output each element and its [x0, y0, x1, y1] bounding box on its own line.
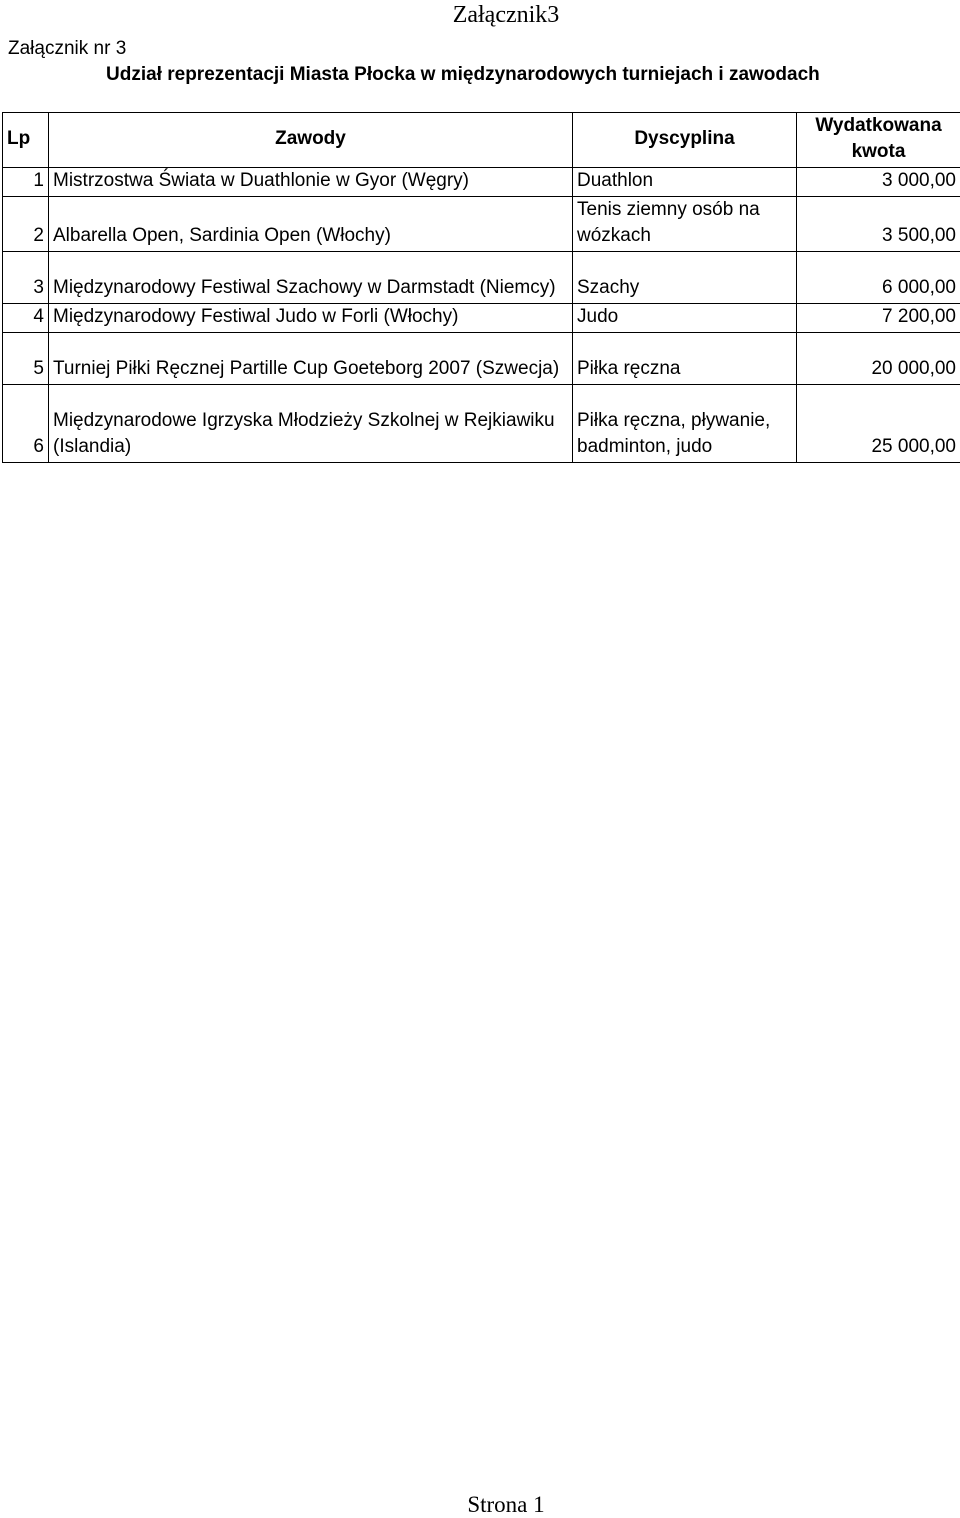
row-lp: 5: [3, 333, 49, 385]
row-lp: 3: [3, 252, 49, 304]
row-discipline: Piłka ręczna: [573, 333, 797, 385]
row-discipline: Szachy: [573, 252, 797, 304]
row-event: Turniej Piłki Ręcznej Partille Cup Goeteborg 2007 (Szwecja): [49, 333, 573, 385]
column-header-event: Zawody: [49, 113, 573, 168]
table-row: [3, 333, 960, 385]
row-discipline: Piłka ręczna, pływanie, badminton, judo: [573, 385, 797, 463]
table-header-row: [3, 113, 960, 168]
table-row: [3, 197, 960, 252]
row-discipline: Judo: [573, 304, 797, 333]
row-discipline: Duathlon: [573, 168, 797, 197]
page-header-title: Załącznik3: [0, 2, 960, 29]
row-amount: 3 000,00: [797, 168, 960, 197]
row-amount: 6 000,00: [797, 252, 960, 304]
row-lp: 2: [3, 197, 49, 252]
page-number: Strona 1: [0, 1492, 960, 1518]
row-amount: 25 000,00: [797, 385, 960, 463]
events-table: [2, 112, 960, 463]
row-amount: 7 200,00: [797, 304, 960, 333]
column-header-lp: Lp: [3, 113, 49, 168]
document-title: Udział reprezentacji Miasta Płocka w międzynarodowych turniejach i zawodach: [106, 64, 820, 86]
row-event: Międzynarodowy Festiwal Szachowy w Darmstadt (Niemcy): [49, 252, 573, 304]
column-header-amount: Wydatkowana kwota: [797, 113, 960, 168]
annex-label: Załącznik nr 3: [8, 38, 126, 60]
row-discipline: Tenis ziemny osób na wózkach: [573, 197, 797, 252]
row-event: Międzynarodowe Igrzyska Młodzieży Szkolnej w Rejkiawiku (Islandia): [49, 385, 573, 463]
table-row: [3, 252, 960, 304]
row-event: Mistrzostwa Świata w Duathlonie w Gyor (Węgry): [49, 168, 573, 197]
row-amount: 3 500,00: [797, 197, 960, 252]
row-lp: 6: [3, 385, 49, 463]
table-row: [3, 385, 960, 463]
column-header-discipline: Dyscyplina: [573, 113, 797, 168]
row-event: Międzynarodowy Festiwal Judo w Forli (Włochy): [49, 304, 573, 333]
table-row: [3, 168, 960, 197]
row-lp: 1: [3, 168, 49, 197]
row-lp: 4: [3, 304, 49, 333]
row-amount: 20 000,00: [797, 333, 960, 385]
row-event: Albarella Open, Sardinia Open (Włochy): [49, 197, 573, 252]
table-row: [3, 304, 960, 333]
